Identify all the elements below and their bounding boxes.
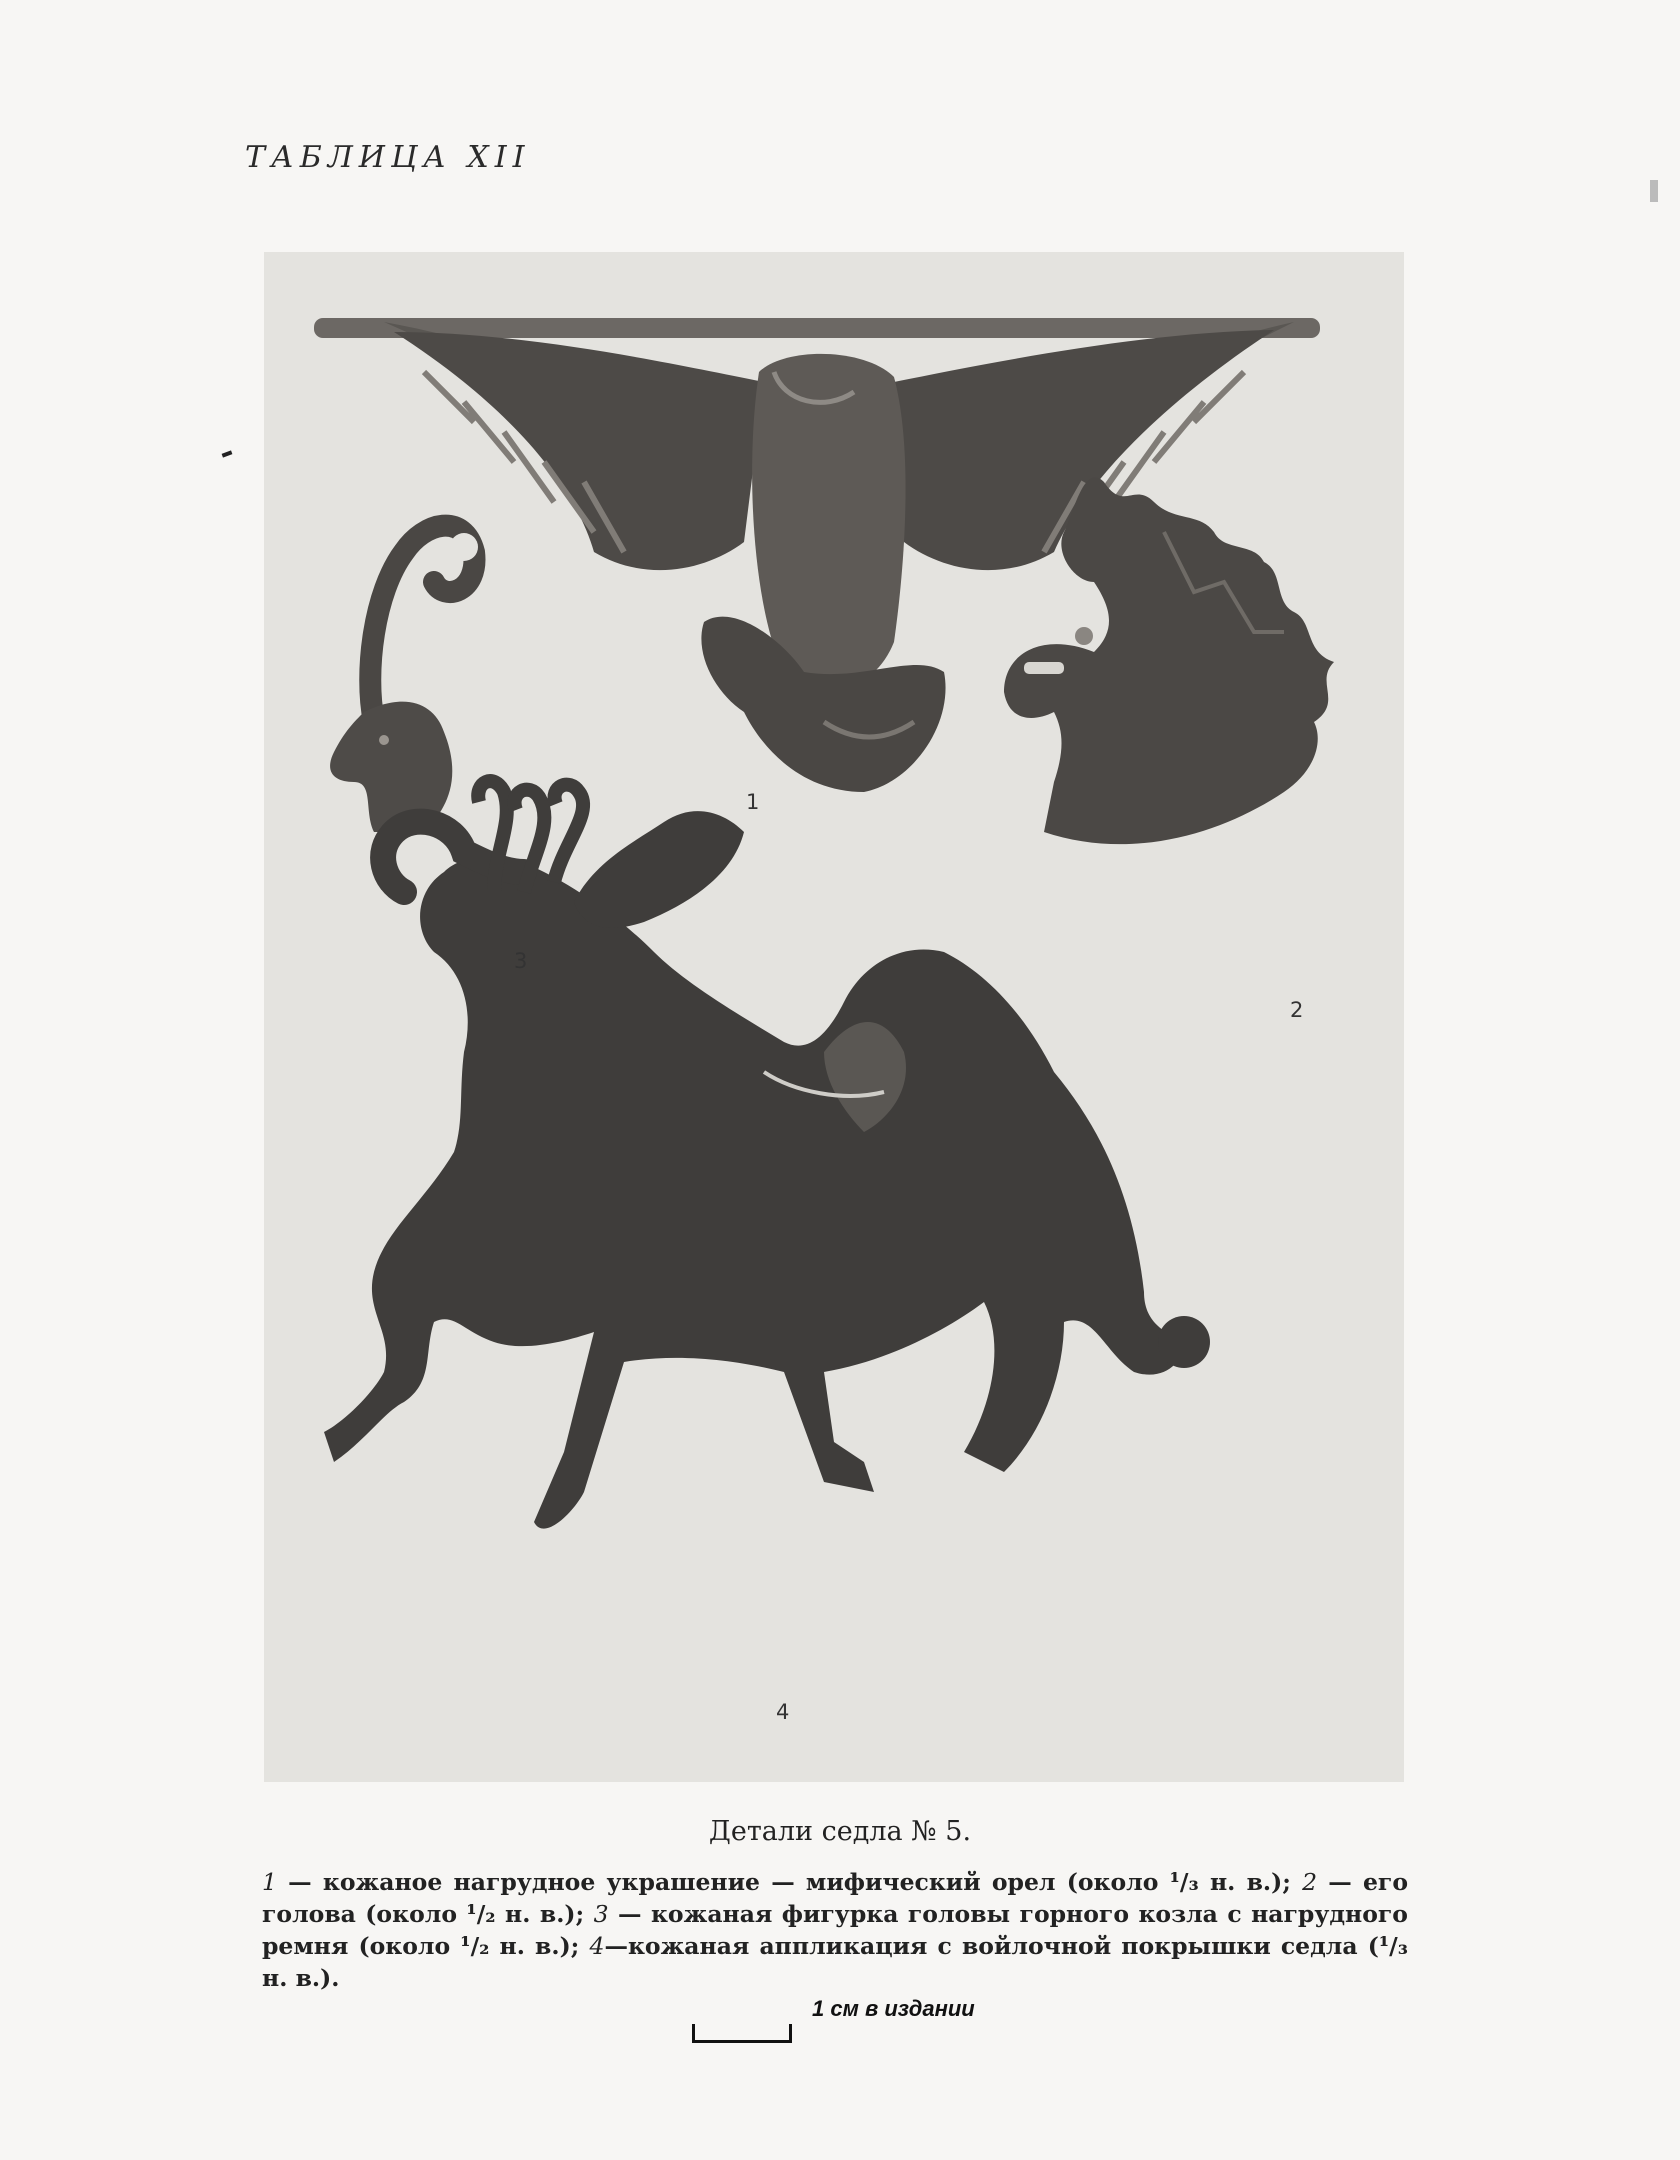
figure-label-1: 1 [746,790,760,814]
goat-head-icon [330,526,478,832]
figure-label-4: 4 [776,1700,790,1724]
scan-edge-mark [1650,180,1658,202]
scale-bar [692,2024,792,2043]
table-title: ТАБЛИЦА XII [245,140,531,175]
caption-item-2-text: — его голова (около ¹/₂ н. в.); [262,1868,1408,1928]
figure-label-2: 2 [1290,998,1304,1022]
caption-title: Детали седла № 5. [708,1816,972,1847]
photo-plate [264,252,1404,1782]
caption-item-2-num: 2 [1302,1868,1318,1896]
caption-item-3-num: 3 [593,1900,609,1928]
figure-label-3: 3 [514,949,528,973]
caption-item-3-text: — кожаная фигурка головы горного козла с нагрудного ремня (около ¹/₂ н. в.); [262,1900,1408,1960]
caption-item-4-num: 4 [589,1932,605,1960]
caption-item-1-num: 1 [262,1868,277,1896]
mythic-beast-applique-icon [324,781,1210,1528]
caption-body [262,1866,1408,1994]
plate-illustration [264,252,1404,1782]
caption-item-1-text: — кожаное нагрудное украшение — мифический орел (около ¹/₃ н. в.); [276,1868,1303,1896]
scan-speck [222,450,233,457]
scale-label: 1 см в издании [812,1996,975,2021]
caption-item-4-text: —кожаная аппликация с войлочной покрышки седла (¹/₃ н. в.). [262,1932,1408,1992]
